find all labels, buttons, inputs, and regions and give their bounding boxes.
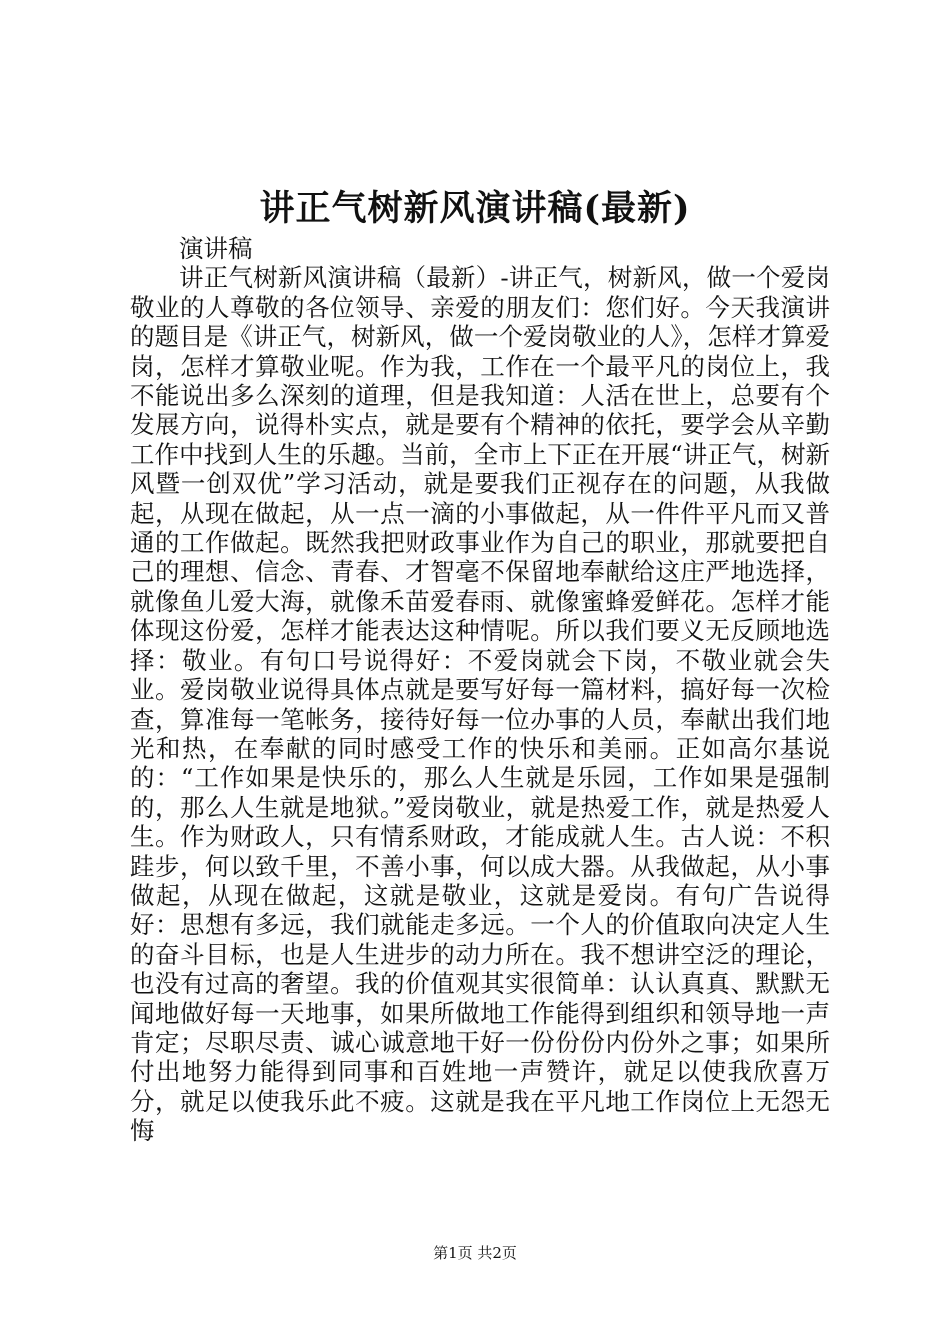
paragraph-main: 讲正气树新风演讲稿（最新）-讲正气，树新风，做一个爱岗敬业的人尊敬的各位领导、亲爱的朋友们：您们好。今天我演讲的题目是《讲正气，树新风，做一个爱岗敬业的人》，怎样才算爱岗，怎样才算敬业呢。作为我，工作在一个最平凡的岗位上，我不能说出多么深刻的道理，但是我知道：人活在世上，总要有个发展方向，说得朴实点，就是要有个精神的依托，要学会从辛勤工作中找到人生的乐趣。当前，全市上下正在开展“讲正气，树新风暨一创双优”学习活动，就是要我们正视存在的问题，从我做起，从现在做起，从一点一滴的小事做起，从一件件平凡而又普通的工作做起。既然我把财政事业作为自己的职业，那就要把自己的理想、信念、青春、才智毫不保留地奉献给这庄严地选择，就像鱼儿爱大海，就像禾苗爱春雨、就像蜜蜂爱鲜花。怎样才能体现这份爱，怎样才能表达这种情呢。所以我们要义无反顾地选择：敬业。有句口号说得好：不爱岗就会下岗，不敬业就会失业。爱岗敬业说得具体点就是要写好每一篇材料，搞好每一次检查，算准每一笔帐务，接待好每一位办事的人员，奉献出我们地光和热，在奉献的同时感受工作的快乐和美丽。正如高尔基说的：“工作如果是快乐的，那么人生就是乐园，工作如果是强制的，那么人生就是地狱。”爱岗敬业，就是热爱工作，就是热爱人生。作为财政人，只有情系财政，才能成就人生。古人说：不积跬步，何以致千里，不善小事，何以成大器。从我做起，从小事做起，从现在做起，这就是敬业，这就是爱岗。有句广告说得好：思想有多远，我们就能走多远。一个人的价值取向决定人生的奋斗目标，也是人生进步的动力所在。我不想讲空泛的理论，也没有过高的奢望。我的价值观其实很简单：认认真真、默默无闻地做好每一天地事，如果所做地工作能得到组织和领导地一声肯定；尽职尽责、诚心诚意地干好一份份份内份外之事；如果所付出地努力能得到同事和百姓地一声赞许，就足以使我欣喜万分，就足以使我乐此不疲。这就是我在平凡地工作岗位上无怨无悔 [130, 263, 830, 1146]
page-number-footer: 第1页 共2页 [433, 1244, 517, 1262]
document-title: 讲正气树新风演讲稿(最新) [259, 188, 691, 229]
paragraph-heading: 演讲稿 [179, 234, 253, 263]
document-body [130, 234, 830, 1146]
